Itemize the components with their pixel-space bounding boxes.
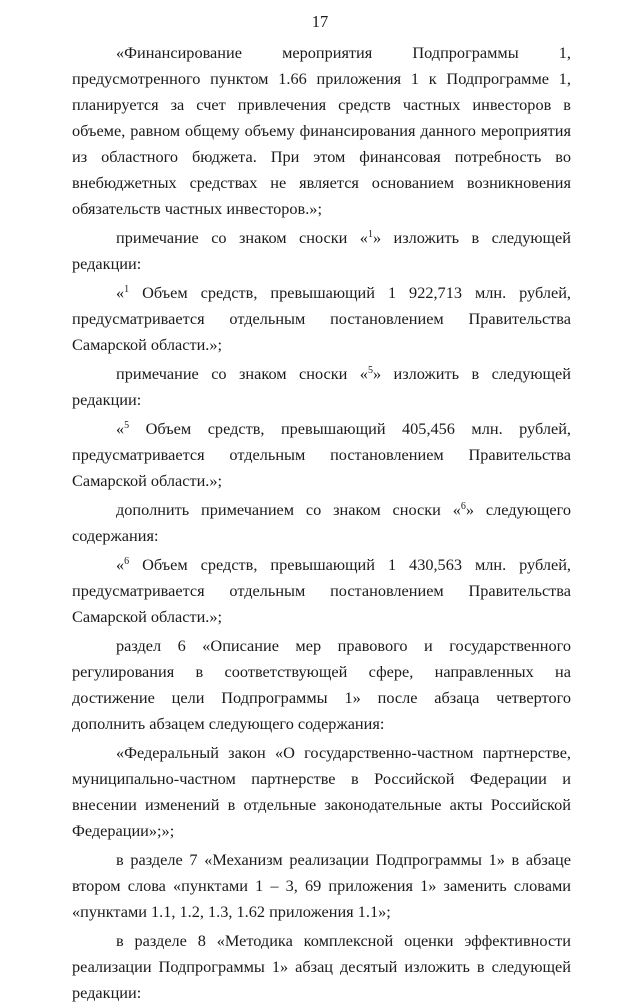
paragraph-footnote-1-text: «$^1$ Объем средств, превышающий 1 922,713 млн. рублей, предусматривается отдельным постановлением Правительства Самарской области.»; <box>72 283 571 354</box>
paragraph-footnote-5-text: «$^5$ Объем средств, превышающий 405,456 млн. рублей, предусматривается отдельным постановлением Правительства Самарской области.»; <box>72 419 571 490</box>
document-body <box>72 40 571 1006</box>
paragraph-section-7-amendment: в разделе 7 «Механизм реализации Подпрограммы 1» в абзаце втором слова «пунктами 1 – 3, 69 приложения 1» заменить словами «пунктами 1.1, 1.2, 1.3, 1.62 приложения 1.1»; <box>72 850 571 921</box>
footnote-marker: 6 <box>460 501 466 512</box>
paragraph-footnote-6-text: «$^6$ Объем средств, превышающий 1 430,563 млн. рублей, предусматривается отдельным постановлением Правительства Самарской области.»; <box>72 555 571 626</box>
paragraph-section-8-amendment: в разделе 8 «Методика комплексной оценки эффективности реализации Подпрограммы 1» абзац десятый изложить в следующей редакции: <box>72 931 571 1002</box>
paragraph-footnote-5-instruction: примечание со знаком сноски «$^5$» изложить в следующей редакции: <box>72 364 572 409</box>
paragraph-financing-quote: «Финансирование мероприятия Подпрограммы 1, предусмотренного пунктом 1.66 приложения 1 к Подпрограмме 1, планируется за счет привлечения средств частных инвесторов в объеме, равном общему объему финансирования данного мероприятия из областного бюджета. При этом финансовая потребность во внебюджетных средствах не является основанием возникновения обязательств частных инвесторов.»; <box>72 43 571 218</box>
footnote-marker: 6 <box>124 556 130 567</box>
footnote-marker: 1 <box>124 284 130 295</box>
paragraph-federal-law-quote: «Федеральный закон «О государственно-частном партнерстве, муниципально-частном партнерстве в Российской Федерации и внесении изменений в отдельные законодательные акты Российской Федерации»;»; <box>72 743 571 840</box>
footnote-marker: 5 <box>124 420 130 431</box>
footnote-marker: 1 <box>367 229 373 240</box>
paragraph-footnote-6-instruction: дополнить примечанием со знаком сноски «$^6$» следующего содержания: <box>72 500 572 545</box>
footnote-marker: 5 <box>367 365 373 376</box>
paragraph-section-6-amendment: раздел 6 «Описание мер правового и государственного регулирования в соответствующей сфере, направленных на достижение цели Подпрограммы 1» после абзаца четвертого дополнить абзацем следующего содержания: <box>72 636 571 733</box>
page-number: 17 <box>311 12 329 31</box>
paragraph-footnote-1-instruction: примечание со знаком сноски «$^1$» изложить в следующей редакции: <box>72 228 572 273</box>
